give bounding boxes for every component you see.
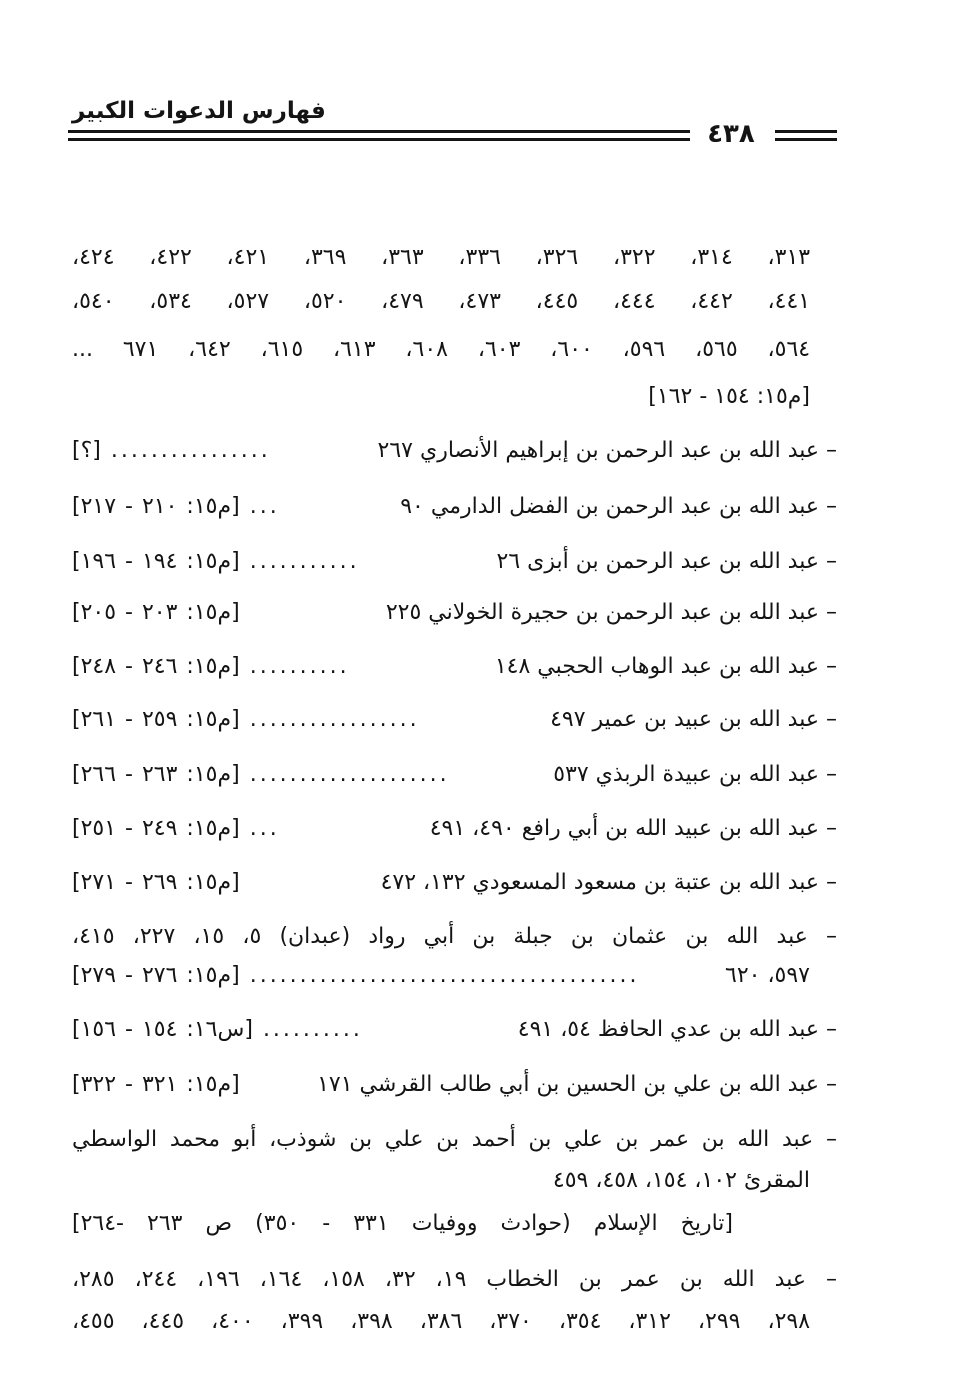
entry-text: ٢٩٨، ٢٩٩، ٣١٢، ٣٥٤، ٣٧٠، ٣٨٦، ٣٩٨، ٣٩٩، ٤٠٠، ٤٤٥، ٤٥٥، [72, 1309, 810, 1334]
entry-reference: [م١٥: ٢١٠ - ٢١٧] [72, 494, 240, 519]
entry-text: – عبد الله بن عبد الرحمن بن إبراهيم الأنصاري ٢٦٧ [377, 438, 837, 463]
entry-leader: ................. [249, 707, 420, 732]
entry-leader: .................... [249, 762, 450, 787]
header-rule [68, 130, 690, 141]
entry-text: – عبد الله بن عبيدة الربذي ٥٣٧ [553, 762, 837, 787]
entry-tail [72, 863, 240, 903]
entry-text: – عبد الله بن عبد الرحمن بن أبزى ٢٦ [496, 549, 837, 574]
entry-tail [72, 1065, 240, 1105]
entry-tail [72, 755, 450, 795]
entry-reference: [م١٥: ٢٦٩ - ٢٧١] [72, 870, 240, 895]
index-entry [72, 809, 837, 849]
entry-reference: [م١٥: ٢٤٩ - ٢٥١] [72, 816, 240, 841]
entry-text: – عبد الله بن عبيد الله بن أبي رافع ٤٩٠، ٤٩١ [429, 816, 837, 841]
entry-text: – عبد الله بن عبد الرحمن بن حجيرة الخولاني ٢٢٥ [385, 600, 837, 625]
entry-reference: [تاريخ الإسلام (حوادث ووفيات ٣٣١ - ٣٥٠) ص ٢٦٣ -٢٦٤] [72, 1211, 733, 1236]
entry-text: – عبد الله بن عبيد بن عمير ٤٩٧ [550, 707, 837, 732]
running-title: فهارس الدعوات الكبير [72, 98, 326, 124]
index-entry [72, 700, 837, 740]
page-list-line: ٤٤١، ٤٤٢، ٤٤٤، ٤٤٥، ٤٧٣، ٤٧٩، ٥٢٠، ٥٢٧، ٥٣٤، ٥٤٠، [72, 289, 810, 314]
entry-reference: [م١٥: ٣٢١ - ٣٢٢] [72, 1072, 240, 1097]
entry-leader: .......... [249, 654, 350, 679]
entry-reference: [س١٦: ١٥٤ - ١٥٦] [72, 1017, 253, 1042]
entry-reference: [م١٥: ٢٠٣ - ٢٠٥] [72, 600, 240, 625]
entry-tail [72, 431, 271, 471]
entry-tail [72, 487, 280, 527]
entry-leader: ... [249, 494, 280, 519]
entry-continuation [72, 956, 810, 996]
index-entry [72, 755, 837, 795]
entry-reference: [م١٥: ١٩٤ - ١٩٦] [72, 549, 240, 574]
entry-tail [72, 956, 639, 996]
page-list-line: ٣١٣، ٣١٤، ٣٢٢، ٣٢٦، ٣٣٦، ٣٦٣، ٣٦٩، ٤٢١، ٤٢٢، ٤٢٤، [72, 245, 810, 270]
entry-text: – عبد الله بن عثمان بن جبلة بن أبي رواد (عبدان) ٥، ١٥، ٢٢٧، ٤١٥، [72, 924, 837, 949]
entry-reference: [م١٥: ١٥٤ - ١٦٢] [648, 384, 810, 409]
page-number: ٤٣٨ [707, 119, 755, 149]
entry-text: ٥٩٧، ٦٢٠ [725, 963, 810, 988]
entry-tail [72, 700, 420, 740]
entry-text: – عبد الله بن عبد الرحمن بن الفضل الدارمي ٩٠ [400, 494, 837, 519]
index-entry [72, 431, 837, 471]
entry-leader: .......... [262, 1017, 363, 1042]
entry-leader: ........... [249, 549, 360, 574]
index-entry [72, 1010, 837, 1050]
index-entry [72, 1065, 837, 1105]
entry-text: – عبد الله بن عتبة بن مسعود المسعودي ١٣٢، ٤٧٢ [380, 870, 837, 895]
page-list-line: ٥٦٤، ٥٦٥، ٥٩٦، ٦٠٠، ٦٠٣، ٦٠٨، ٦١٣، ٦١٥، ٦٤٢، ٦٧١ ... [72, 337, 810, 362]
index-entry [72, 542, 837, 582]
entry-text: – عبد الله بن علي بن الحسين بن أبي طالب القرشي ١٧١ [317, 1072, 837, 1097]
entry-leader: ................ [110, 438, 271, 463]
entry-text: – عبد الله بن عدي الحافظ ٥٤، ٤٩١ [517, 1017, 837, 1042]
index-entry [72, 487, 837, 527]
entry-text: المقرئ ١٠٢، ١٥٤، ٤٥٨، ٤٥٩ [552, 1168, 810, 1193]
entry-reference: [م١٥: ٢٥٩ - ٢٦١] [72, 707, 240, 732]
entry-tail [72, 809, 280, 849]
entry-leader: ....................................... [249, 963, 640, 988]
entry-tail [72, 1010, 363, 1050]
entry-reference: [م١٥: ٢٧٦ - ٢٧٩] [72, 963, 240, 988]
entry-tail [72, 647, 350, 687]
index-entry [72, 593, 837, 633]
entry-tail [72, 542, 360, 582]
entry-reference: [م١٥: ٢٦٣ - ٢٦٦] [72, 762, 240, 787]
entry-text: – عبد الله بن عمر بن الخطاب ١٩، ٣٢، ١٥٨، ١٦٤، ١٩٦، ٢٤٤، ٢٨٥، [72, 1267, 837, 1292]
index-entry [72, 647, 837, 687]
entry-reference: [م١٥: ٢٤٦ - ٢٤٨] [72, 654, 240, 679]
header-rule-short [775, 130, 837, 141]
entry-tail [72, 593, 240, 633]
entry-leader: ... [249, 816, 280, 841]
entry-text: – عبد الله بن عبد الوهاب الحجبي ١٤٨ [494, 654, 837, 679]
entry-reference: [؟] [72, 438, 101, 463]
index-entry [72, 863, 837, 903]
entry-text: – عبد الله بن عمر بن علي بن أحمد بن علي بن شوذب، أبو محمد الواسطي [72, 1127, 837, 1152]
